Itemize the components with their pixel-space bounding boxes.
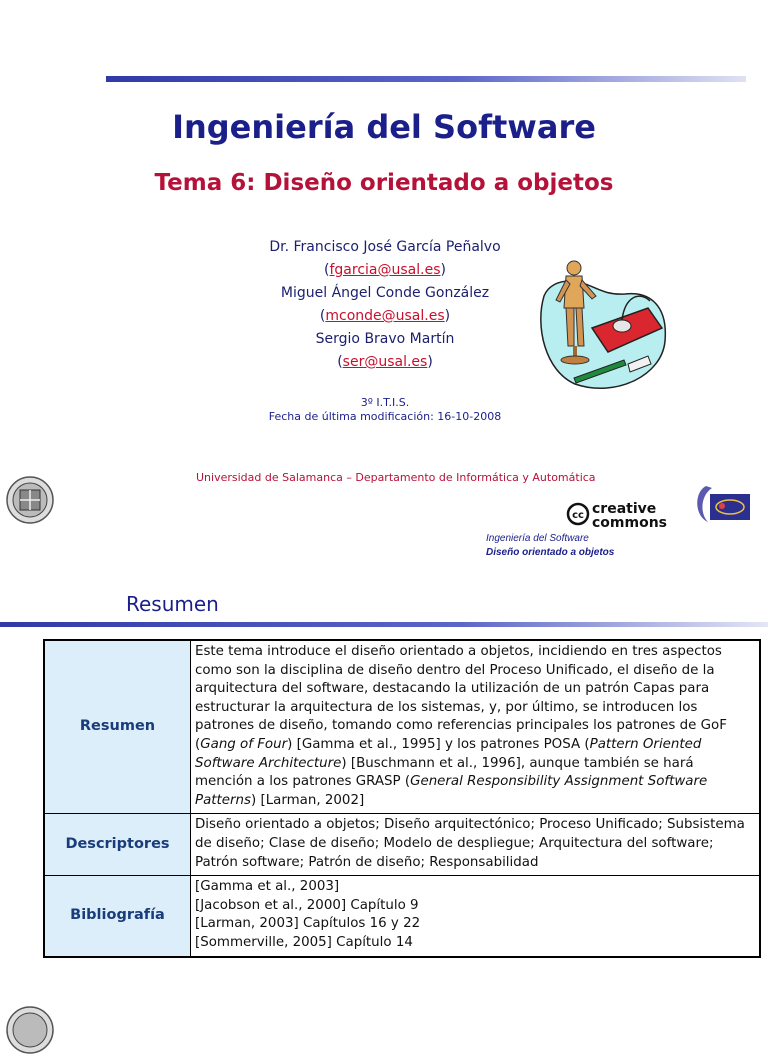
summary-table [43, 639, 761, 958]
creative-commons-logo [566, 498, 676, 530]
row-header: Descriptores [44, 814, 191, 876]
row-header: Resumen [44, 640, 191, 814]
svg-text:cc: cc [572, 510, 584, 521]
mannequin-clipart-icon [530, 256, 668, 396]
summary-slide [0, 576, 768, 1024]
course-label: 3º I.T.I.S. [360, 396, 410, 409]
footer-course: Ingeniería del Software [486, 533, 589, 544]
table-row [44, 876, 760, 957]
author-name: Dr. Francisco José García Peñalvo [269, 239, 501, 255]
top-accent-bar [106, 76, 746, 82]
bibliography-item: [Gamma et al., 2003] [195, 879, 340, 895]
bibliography-item: [Jacobson et al., 2000] Capítulo 9 [195, 897, 419, 913]
author-name: Sergio Bravo Martín [315, 331, 455, 347]
summary-text: Este tema introduce el diseño orientado a objetos, incidiendo en tres aspectos como son la disciplina de diseño dentro del Proceso Unificado, el diseño de la arquitectura del software, destacando la utilización de un patrón Capas para estructurar la arquitectura de los sistemas, y, por último, se introducen los patrones de diseño, tomando como referencias principales los patrones de GoF (Gang of Four) [Gamma et al., 1995] y los patrones POSA (Pattern Oriented Software Architecture) [Buschmann et al., 1996], aunque también se hará mención a los patrones GRASP (General Responsibility Assignment Software Patterns) [Larman, 2002] [191, 640, 761, 814]
summary-title: Resumen [126, 592, 219, 616]
cc-line2: commons [592, 515, 668, 530]
university-line: Universidad de Salamanca – Departamento de Informática y Automática [196, 471, 596, 484]
author-email-link[interactable]: mconde@usal.es [325, 308, 445, 324]
bibliography-item: [Sommerville, 2005] Capítulo 14 [195, 934, 413, 950]
table-row [44, 814, 760, 876]
bibliography-list [191, 876, 761, 957]
row-header: Bibliografía [44, 876, 191, 957]
author-name: Miguel Ángel Conde González [280, 285, 490, 301]
bibliography-item: [Larman, 2003] Capítulos 16 y 22 [195, 916, 421, 932]
cc-line1: creative [592, 501, 657, 517]
course-info [230, 396, 540, 424]
summary-accent-bar [0, 622, 768, 627]
descriptors-text: Diseño orientado a objetos; Diseño arquitectónico; Proceso Unificado; Subsistema de diseño; Clase de diseño; Modelo de despliegue; Arquitectura del software; Patrón software; Patrón de diseño; Responsabilidad [191, 814, 761, 876]
table-row [44, 640, 760, 814]
slide-subtitle: Tema 6: Diseño orientado a objetos [154, 170, 614, 196]
author-list [230, 236, 540, 374]
university-seal-icon [6, 476, 54, 524]
last-modified: Fecha de última modificación: 16-10-2008 [268, 410, 502, 423]
author-email-line: (fgarcia@usal.es) [324, 262, 446, 278]
slide-footer [486, 532, 614, 560]
slide-title: Ingeniería del Software [172, 108, 596, 146]
author-email-line: (mconde@usal.es) [319, 308, 451, 324]
author-email-line: (ser@usal.es) [337, 354, 433, 370]
author-email-link[interactable]: ser@usal.es [342, 354, 428, 370]
author-email-link[interactable]: fgarcia@usal.es [329, 262, 441, 278]
department-logo-icon [692, 482, 756, 526]
university-seal-icon [6, 1006, 54, 1054]
footer-topic: Diseño orientado a objetos [486, 547, 615, 558]
